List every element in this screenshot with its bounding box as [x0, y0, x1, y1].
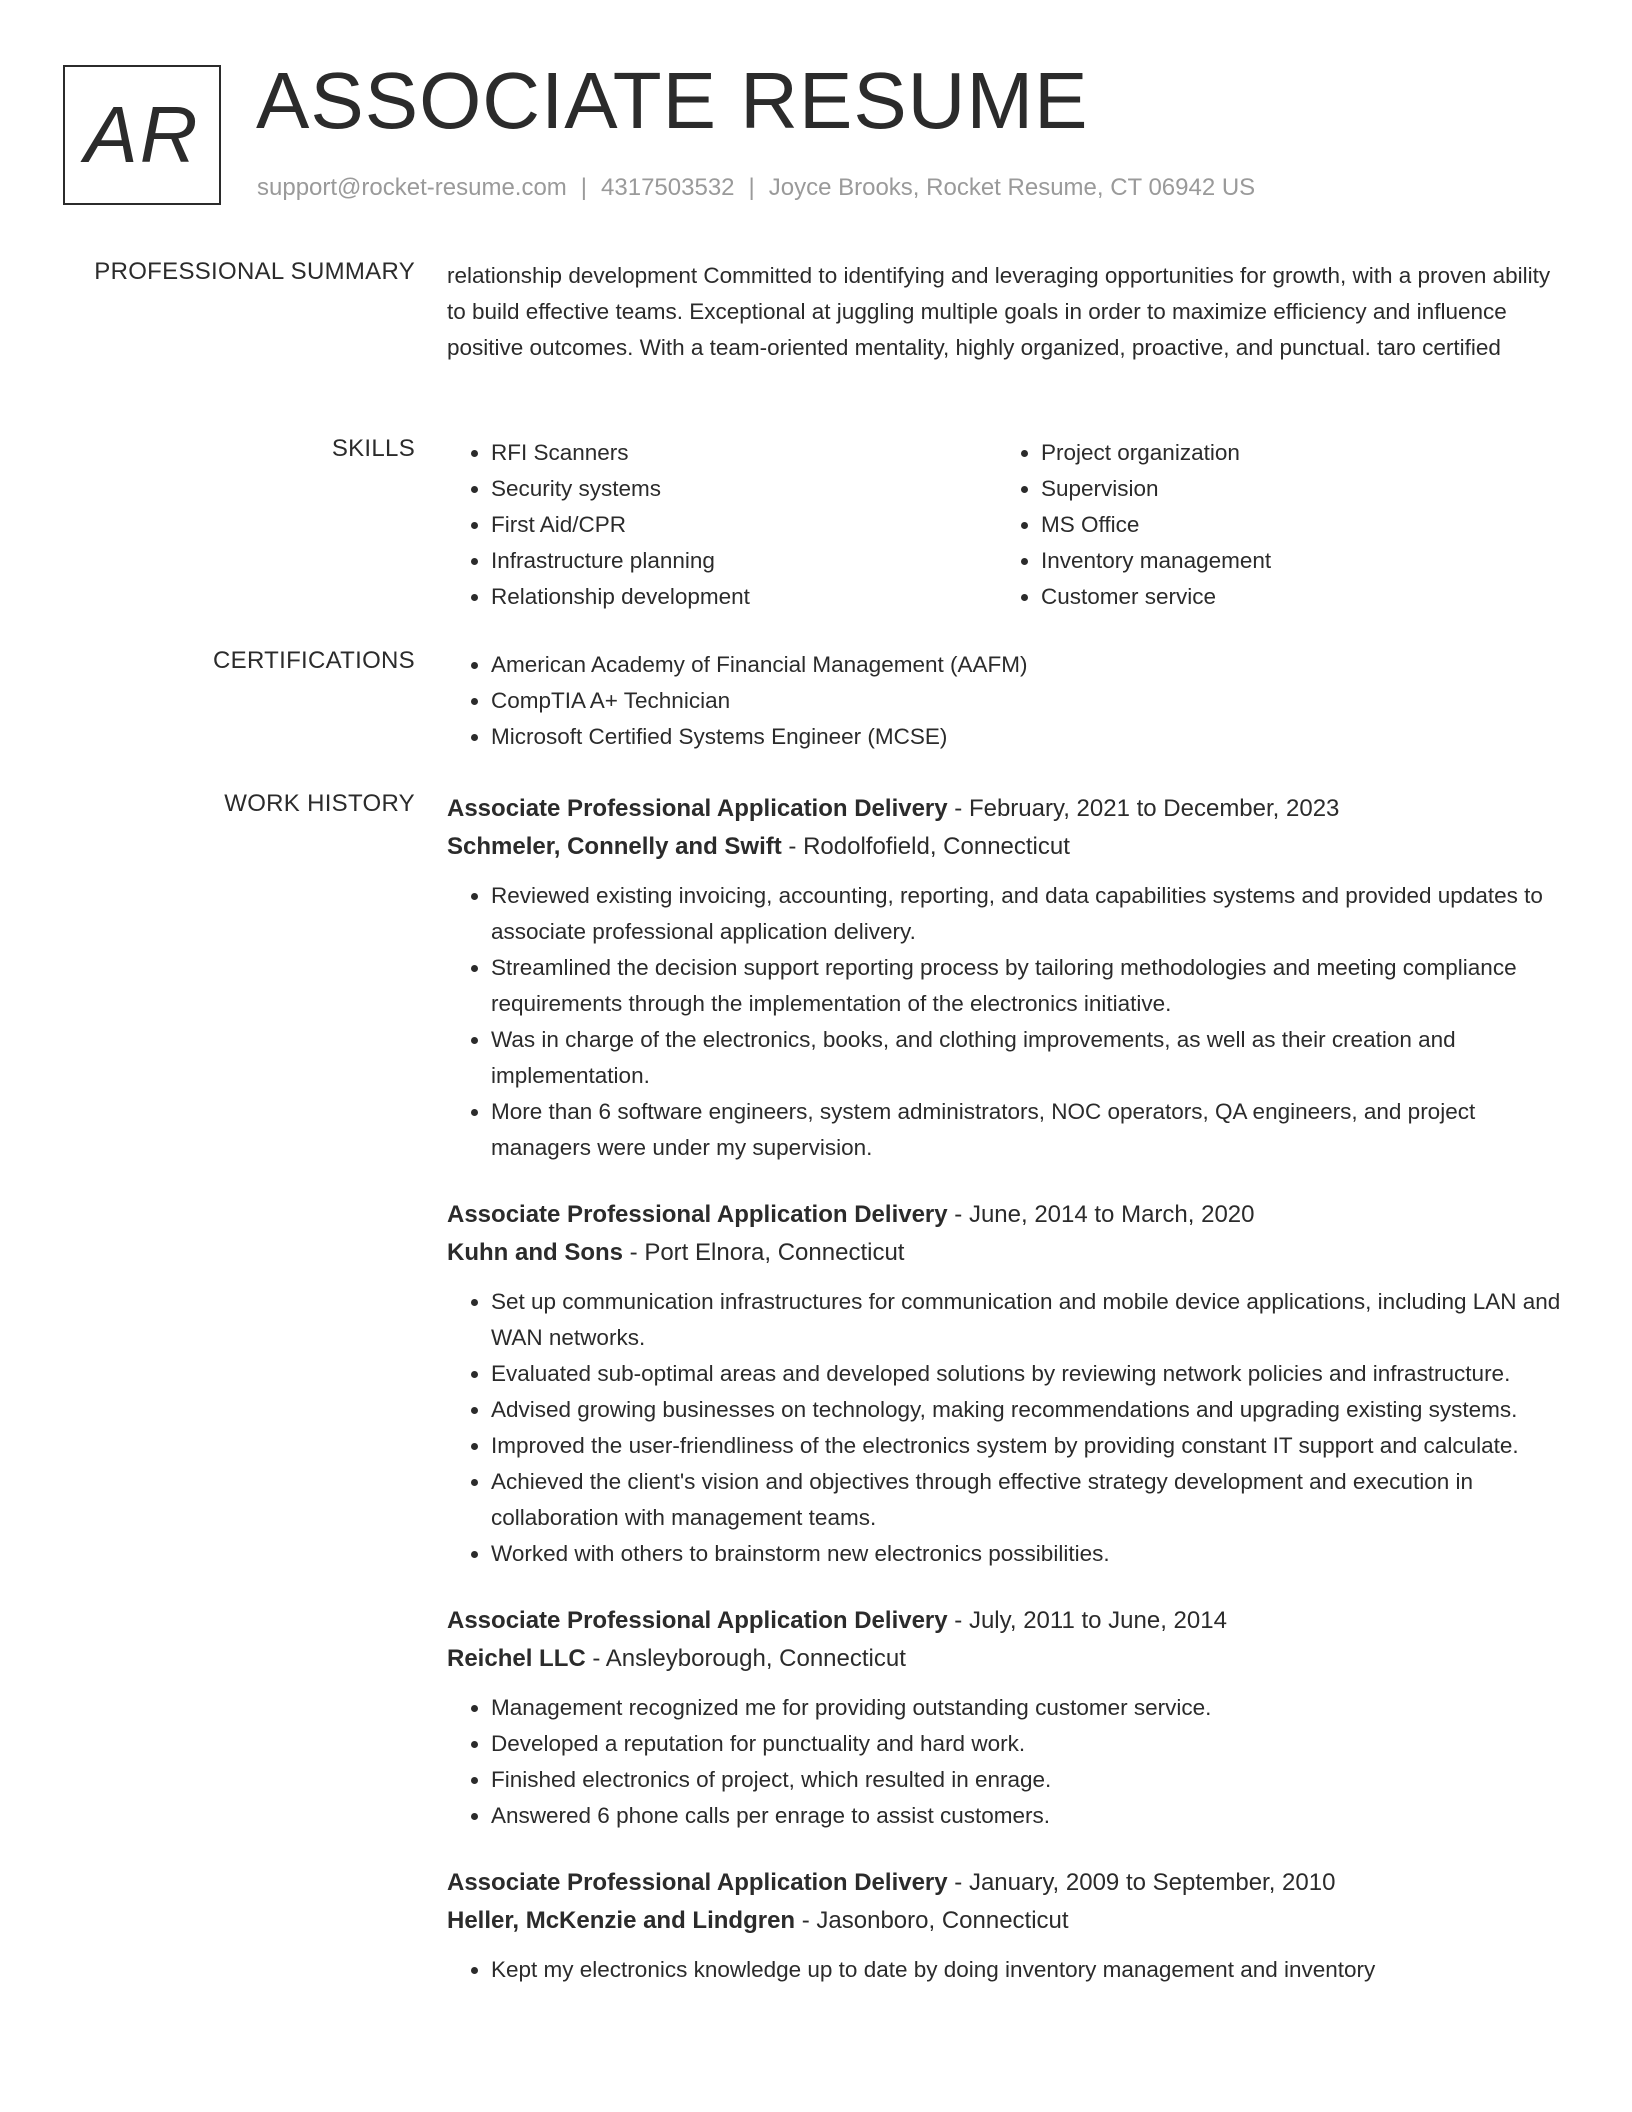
skill-item: • MS Office: [1041, 507, 1547, 543]
job-location: - Ansleyborough, Connecticut: [585, 1645, 906, 1672]
job-company: Heller, McKenzie and Lindgren: [447, 1907, 796, 1934]
job-location: - Jasonboro, Connecticut: [795, 1907, 1069, 1934]
contact-separator: |: [748, 174, 755, 201]
section-title-work-history: WORK HISTORY: [224, 790, 415, 817]
skills-list-right: [997, 435, 1547, 615]
job-dates: - February, 2021 to December, 2023: [947, 795, 1340, 822]
job-bullet: • Was in charge of the electronics, books, and clothing improvements, as well as their creation and implementation.: [491, 1022, 1567, 1094]
job-company-line: [447, 1902, 1567, 1940]
skill-item: • Security systems: [491, 471, 997, 507]
job-bullets: [447, 878, 1567, 1166]
resume-title: ASSOCIATE RESUME: [256, 56, 1089, 145]
job-title-line: [447, 790, 1567, 828]
job-title-line: [447, 1196, 1567, 1234]
job-bullet: • Improved the user-friendliness of the electronics system by providing constant IT support and calculate.: [491, 1428, 1567, 1464]
job-entry: [447, 1196, 1567, 1572]
summary-text: relationship development Committed to identifying and leveraging opportunities for growth, with a proven ability to build effective teams. Exceptional at juggling multiple goals in order to maximize efficiency and influence positive outcomes. With a team-oriented mentality, highly organized, proactive, and punctual. taro certified: [447, 263, 1551, 360]
skill-item: • Infrastructure planning: [491, 543, 997, 579]
job-bullet: • Finished electronics of project, which resulted in enrage.: [491, 1762, 1567, 1798]
job-bullets: [447, 1284, 1567, 1572]
job-title-line: [447, 1602, 1567, 1640]
job-entry: [447, 1602, 1567, 1834]
job-bullet: • Advised growing businesses on technology, making recommendations and upgrading existing systems.: [491, 1392, 1567, 1428]
section-title-summary: PROFESSIONAL SUMMARY: [94, 258, 415, 285]
section-title-skills: SKILLS: [331, 435, 415, 462]
job-bullet: • Worked with others to brainstorm new electronics possibilities.: [491, 1536, 1567, 1572]
job-bullet: • Reviewed existing invoicing, accounting, reporting, and data capabilities systems and provided updates to associate professional application delivery.: [491, 878, 1567, 950]
certification-item: • American Academy of Financial Management (AAFM): [491, 647, 1567, 683]
job-bullet: • Streamlined the decision support reporting process by tailoring methodologies and meeting compliance requirements through the implementation of the electronics initiative.: [491, 950, 1567, 1022]
job-dates: - July, 2011 to June, 2014: [947, 1607, 1227, 1634]
job-bullet: • Management recognized me for providing outstanding customer service.: [491, 1690, 1567, 1726]
job-bullets: [447, 1952, 1567, 1988]
monogram-logo: [63, 65, 221, 205]
skill-item: • First Aid/CPR: [491, 507, 997, 543]
job-location: - Rodolfofield, Connecticut: [781, 833, 1070, 860]
certifications-body: [447, 647, 1567, 755]
job-title-line: [447, 1864, 1567, 1902]
job-company: Schmeler, Connelly and Swift: [447, 833, 782, 860]
job-entry: [447, 1864, 1567, 1988]
job-bullet: • Answered 6 phone calls per enrage to assist customers.: [491, 1798, 1567, 1834]
work-history-body: [447, 790, 1567, 2018]
skill-item: • Inventory management: [1041, 543, 1547, 579]
job-dates: - June, 2014 to March, 2020: [947, 1201, 1255, 1228]
monogram-initials: AR: [84, 90, 200, 179]
job-company: Kuhn and Sons: [447, 1239, 623, 1266]
certification-item: • Microsoft Certified Systems Engineer (MCSE): [491, 719, 1567, 755]
job-entry: [447, 790, 1567, 1166]
skills-grid: [447, 435, 1567, 615]
skills-list-left: [447, 435, 997, 615]
job-bullet: • Kept my electronics knowledge up to date by doing inventory management and inventory: [491, 1952, 1567, 1988]
contact-phone[interactable]: 4317503532: [601, 174, 735, 201]
job-role: Associate Professional Application Delivery: [447, 1201, 948, 1228]
contact-email[interactable]: support@rocket-resume.com: [257, 174, 567, 201]
section-title-certifications: CERTIFICATIONS: [213, 647, 415, 674]
job-location: - Port Elnora, Connecticut: [623, 1239, 905, 1266]
job-company-line: [447, 828, 1567, 866]
job-role: Associate Professional Application Delivery: [447, 795, 948, 822]
contact-separator: |: [580, 174, 588, 201]
skill-item: • Project organization: [1041, 435, 1547, 471]
job-bullet: • Developed a reputation for punctuality and hard work.: [491, 1726, 1567, 1762]
job-role: Associate Professional Application Delivery: [447, 1607, 948, 1634]
certifications-list: [447, 647, 1567, 755]
job-bullet: • Achieved the client's vision and objectives through effective strategy development and execution in collaboration with management teams.: [491, 1464, 1567, 1536]
job-bullet: • More than 6 software engineers, system administrators, NOC operators, QA engineers, and project managers were under my supervision.: [491, 1094, 1567, 1166]
job-bullet: • Evaluated sub-optimal areas and developed solutions by reviewing network policies and infrastructure.: [491, 1356, 1567, 1392]
contact-line: [257, 174, 1255, 202]
skill-item: • RFI Scanners: [491, 435, 997, 471]
certification-item: • CompTIA A+ Technician: [491, 683, 1567, 719]
job-bullets: [447, 1690, 1567, 1834]
job-bullet: • Set up communication infrastructures for communication and mobile device applications, including LAN and WAN networks.: [491, 1284, 1567, 1356]
contact-address: Joyce Brooks, Rocket Resume, CT 06942 US: [768, 174, 1256, 201]
job-company-line: [447, 1234, 1567, 1272]
skill-item: • Supervision: [1041, 471, 1547, 507]
skill-item: • Customer service: [1041, 579, 1547, 615]
skill-item: • Relationship development: [491, 579, 997, 615]
job-role: Associate Professional Application Delivery: [447, 1869, 948, 1896]
job-company: Reichel LLC: [447, 1645, 586, 1672]
job-company-line: [447, 1640, 1567, 1678]
job-dates: - January, 2009 to September, 2010: [947, 1869, 1336, 1896]
